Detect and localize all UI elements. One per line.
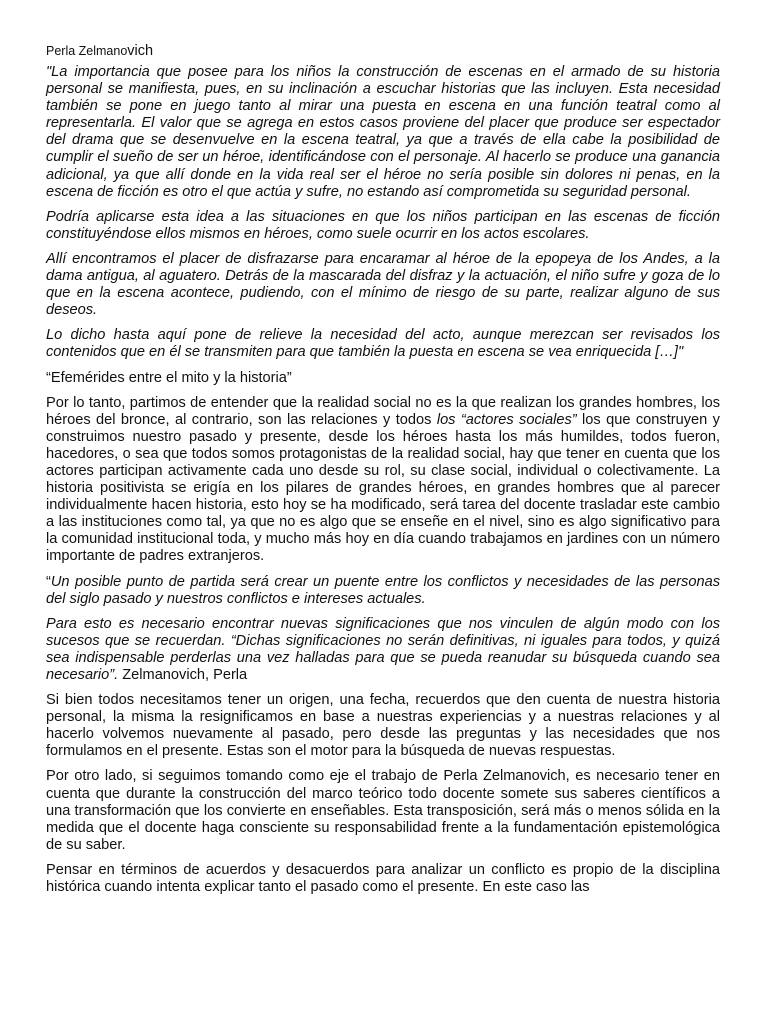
quote-paragraph-5-text: Un posible punto de partida será crear un puente entre los conflictos y necesidades de las personas del siglo pasado y nuestros conflictos e intereses actuales.: [46, 573, 720, 607]
quote-paragraph-2: Podría aplicarse esta idea a las situaciones en que los niños participan en las escenas de ficción constituyéndose ellos mismos en héroes, como suele ocurrir en los actos escolares.: [46, 208, 720, 242]
author-name-part2: vich: [127, 43, 154, 59]
body-paragraph-1-end: los que construyen y construimos nuestro pasado y presente, desde los héroes hasta los más humildes, todos fueron, hacedores, o sea que todos somos protagonistas de la realidad social, hay que tener en cuenta que los actores participan activamente cada uno desde su rol, su clase social, individual o colectivamente. La historia positivista se erigía en los pilares de grandes héroes, en grandes hombres que al parecer individualmente hacen historia, esto hoy se ha modificado, será tarea del docente trasladar este cambio a las instituciones como tal, ya que no es algo que se enseñe en el nivel, sino es algo significativo para la comunidad institucional toda, y mucho más hoy en día cuando trabajamos en jardines con un número importante de padres extranjeros.: [46, 411, 720, 565]
quote-paragraph-1: "La importancia que posee para los niños la construcción de escenas en el armado de su historia personal se manifiesta, pues, en su inclinación a escuchar historias que las incluyen. Esta necesidad también se pone en juego tanto al mirar una puesta en escena en una función teatral como al representarla. El valor que se agrega en estos casos proviene del placer que produce ser espectador del drama que se desenvuelve en la escena teatral, ya que a través de ella cabe la posibilidad de cumplir el sueño de ser un héroe, identificándose con el personaje. Al hacerlo se produce una ganancia adicional, ya que allí donde en la vida real ser el héroe no sería posible sin dolores ni penas, en la escena de ficción es otro el que actúa y sufre, no estando así comprometida su seguridad personal.: [46, 64, 720, 200]
body-paragraph-3: Por otro lado, si seguimos tomando como eje el trabajo de Perla Zelmanovich, es necesario tener en cuenta que durante la construcción del marco teórico todo docente somete sus saberes científicos a una transformación que los convierte en enseñables. Esta transposición, será más o menos sólida en la medida que el docente haga consciente su responsabilidad frente a la fundamentación epistemológica de su saber.: [46, 768, 720, 853]
quote-paragraph-6: [46, 616, 720, 684]
body-paragraph-4: Pensar en términos de acuerdos y desacuerdos para analizar un conflicto es propio de la disciplina histórica cuando intenta explicar tanto el pasado como el presente. En este caso las: [46, 861, 720, 896]
quote-paragraph-5: [46, 574, 720, 608]
body-paragraph-2: Si bien todos necesitamos tener un origen, una fecha, recuerdos que den cuenta de nuestra historia personal, la misma la resignificamos en base a nuestras experiencias y a nuestras relaciones y al hacerlo volvemos nuevamente al pasado, pero desde las preguntas y las necesidades que nos formulamos en el presente. Estas son el motor para la búsqueda de nuevas respuestas.: [46, 692, 720, 760]
document-page: [46, 40, 720, 904]
author-name-part1: Perla Zelmano: [46, 44, 128, 58]
body-paragraph-1-start: Por lo tanto, partimos de entender que la realidad social no es la que realizan los grandes hombres, los héroes del bronce, al contrario, son las relaciones y todos: [46, 394, 720, 428]
quote-paragraph-3: Allí encontramos el placer de disfrazarse para encaramar al héroe de la epopeya de los Andes, a la dama antigua, al aguatero. Detrás de la mascarada del disfraz y la actuación, el niño sufre y goza de lo que en la escena acontece, pudiendo, con el mínimo de riesgo de su parte, realizar alguno de sus deseos.: [46, 250, 720, 319]
quote-paragraph-4: Lo dicho hasta aquí pone de relieve la necesidad del acto, aunque merezcan ser revisados los contenidos que en él se transmiten para que también la puesta en escena se vea enriquecida […]": [46, 327, 720, 361]
body-paragraph-1-emphasis: los “actores sociales”: [436, 411, 577, 428]
author-heading: [46, 40, 720, 62]
section-title: “Efemérides entre el mito y la historia”: [46, 369, 292, 386]
quote-paragraph-6-citation: Zelmanovich, Perla: [118, 667, 248, 683]
quote-paragraph-6-text: Para esto es necesario encontrar nuevas significaciones que nos vinculen de algún modo con los sucesos que se recuerdan. “Dichas significaciones no serán definitivas, ni iguales para todos, y quizá sea indispensable perderlas una vez halladas para que se pueda reanudar su búsqueda cuando sea necesario”.: [46, 615, 720, 683]
quote-paragraph-5-open-mark: “: [46, 573, 51, 590]
body-paragraph-1: [46, 395, 720, 566]
